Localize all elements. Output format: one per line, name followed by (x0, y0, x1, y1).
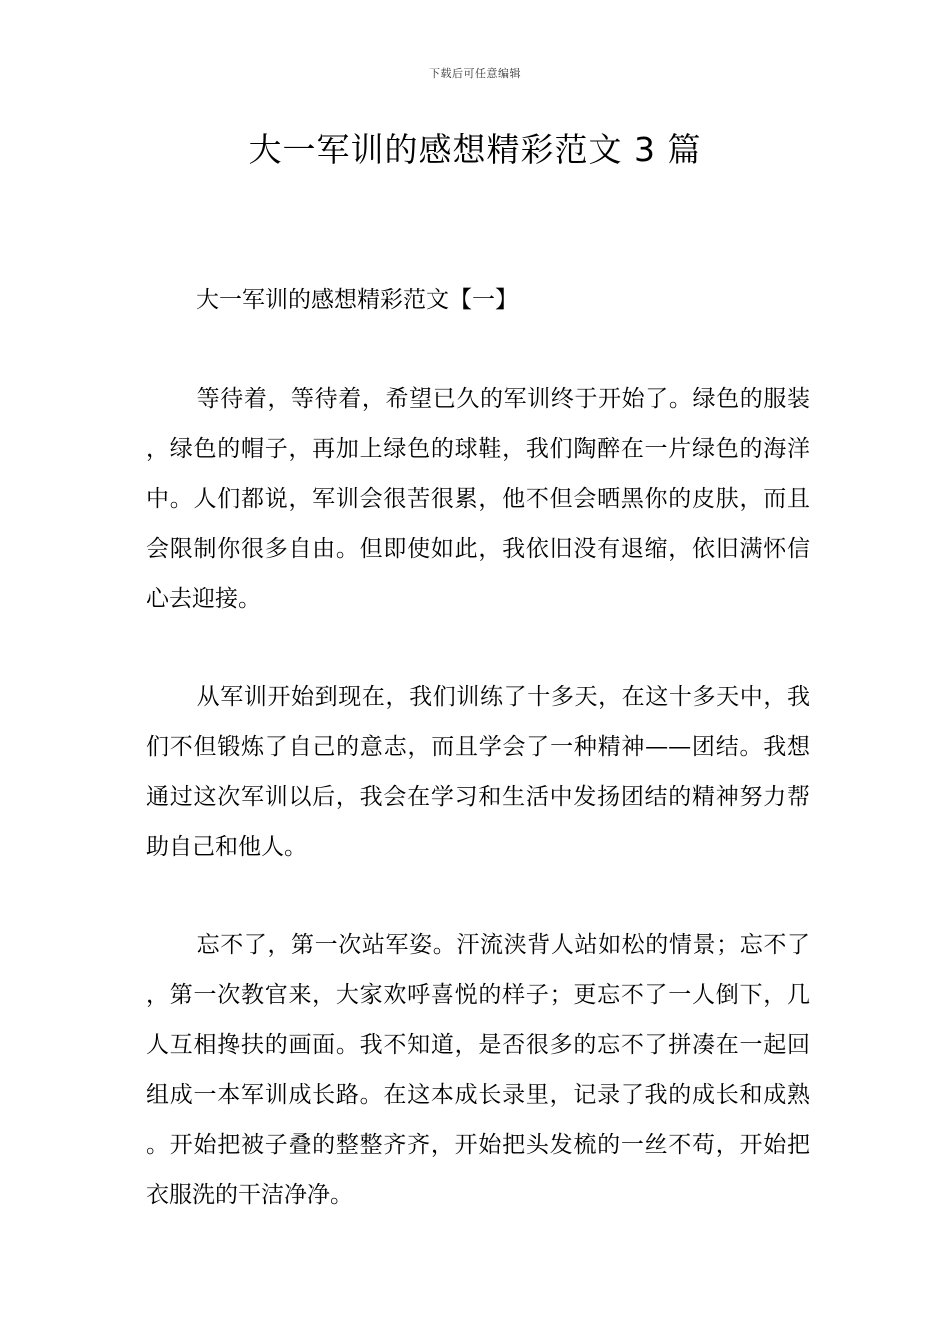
paragraph: 等待着，等待着，希望已久的军训终于开始了。绿色的服装，绿色的帽子，再加上绿色的球鞋，我们陶醉在一片绿色的海洋中。人们都说，军训会很苦很累，他不但会晒黑你的皮肤，而且会限制你很多自由。但即使如此，我依旧没有退缩，依旧满怀信心去迎接。 (146, 386, 810, 612)
document-title: 大一军训的感想精彩范文 3 篇 (248, 130, 702, 169)
section-heading: 大一军训的感想精彩范文【一】 (196, 287, 518, 313)
header-note: 下载后可任意编辑 (429, 67, 521, 80)
paragraph: 忘不了，第一次站军姿。汗流浃背人站如松的情景；忘不了，第一次教官来，大家欢呼喜悦的样子；更忘不了一人倒下，几人互相搀扶的画面。我不知道，是否很多的忘不了拼凑在一起回组成一本军训成长路。在这本成长录里，记录了我的成长和成熟。开始把被子叠的整整齐齐，开始把头发梳的一丝不苟，开始把衣服洗的干洁净净。 (146, 932, 810, 1208)
paragraph: 从军训开始到现在，我们训练了十多天，在这十多天中，我们不但锻炼了自己的意志，而且学会了一种精神——团结。我想通过这次军训以后，我会在学习和生活中发扬团结的精神努力帮助自己和他人。 (146, 684, 810, 860)
